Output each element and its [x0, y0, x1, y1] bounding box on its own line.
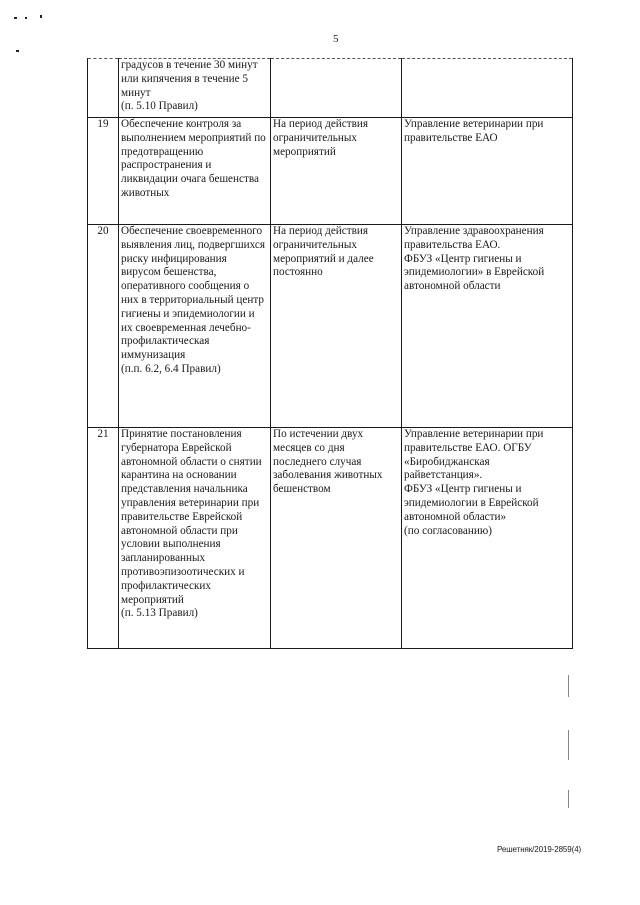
row-number: 20 — [88, 225, 119, 428]
row-number: 19 — [88, 118, 119, 225]
table-row — [88, 225, 573, 428]
term-cell: На период действия ограничительных мероприятий — [271, 118, 402, 225]
row-number: 21 — [88, 428, 119, 649]
row-number — [88, 59, 119, 118]
scan-mark — [568, 675, 569, 697]
scan-speck — [25, 17, 27, 19]
table-row — [88, 428, 573, 649]
term-cell: На период действия ограничительных мероприятий и далее постоянно — [271, 225, 402, 428]
responsible-cell: Управление здравоохранения правительства ЕАО. ФБУЗ «Центр гигиены и эпидемиологии» в Еврейской автономной области — [402, 225, 573, 428]
term-cell — [271, 59, 402, 118]
action-cell: Обеспечение контроля за выполнением мероприятий по предотвращению распространения и ликвидации очага бешенства животных — [119, 118, 271, 225]
scan-mark — [568, 790, 569, 808]
scan-speck — [40, 15, 42, 18]
action-cell: Принятие постановления губернатора Еврейской автономной области о снятии карантина на основании представления начальника управления ветеринарии при правительстве Еврейской автономной области при условии выполнения запланированных противоэпизоотических и профилактических мероприятий (п. 5.13 Правил) — [119, 428, 271, 649]
responsible-cell: Управление ветеринарии при правительстве ЕАО — [402, 118, 573, 225]
table-row — [88, 118, 573, 225]
measures-table — [87, 58, 573, 649]
action-cell: градусов в течение 30 минут или кипячения в течение 5 минут (п. 5.10 Правил) — [119, 59, 271, 118]
action-cell: Обеспечение своевременного выявления лиц, подвергшихся риску инфицирования вирусом бешенства, оперативного сообщения о них в территориальный центр гигиены и эпидемиологии и их своевременная лечебно-профилактическая иммунизация (п.п. 6.2, 6.4 Правил) — [119, 225, 271, 428]
responsible-cell — [402, 59, 573, 118]
scan-mark — [568, 730, 569, 760]
page-number: 5 — [333, 33, 339, 45]
term-cell: По истечении двух месяцев со дня последнего случая заболевания животных бешенством — [271, 428, 402, 649]
scan-speck — [16, 50, 19, 52]
scan-speck — [14, 17, 17, 19]
document-reference: Решетняк/2019-2859(4) — [497, 845, 582, 854]
responsible-cell: Управление ветеринарии при правительстве ЕАО. ОГБУ «Биробиджанская райветстанция». ФБУЗ «Центр гигиены и эпидемиологии в Еврейской автономной области» (по согласованию) — [402, 428, 573, 649]
table-row — [88, 59, 573, 118]
